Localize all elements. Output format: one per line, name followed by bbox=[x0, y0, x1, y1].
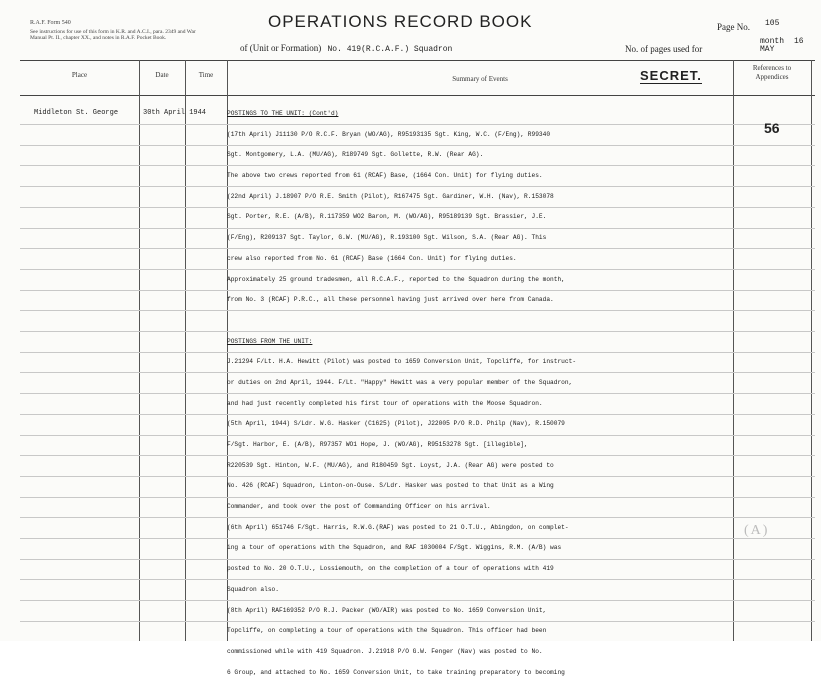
column-divider bbox=[733, 60, 734, 641]
pages-used-label: No. of pages used for bbox=[625, 44, 703, 54]
summary-line: crew also reported from No. 61 (RCAF) Base (1664 Con. Unit) for flying duties. bbox=[227, 254, 517, 262]
summary-line: or duties on 2nd April, 1944. F/Lt. "Happy" Hewitt was a very popular member of the Squadron, bbox=[227, 378, 573, 386]
appendix-reference: 56 bbox=[764, 120, 780, 136]
summary-line: from No. 3 (RCAF) P.R.C., all these personnel having just arrived over here from Canada. bbox=[227, 296, 554, 304]
column-header-place: Place bbox=[71, 71, 88, 79]
summary-line: (6th April) 651746 F/Sgt. Harris, R.W.G.(RAF) was posted to 21 O.T.U., Abingdon, on complet- bbox=[227, 523, 569, 531]
summary-line: and had just recently completed his first tour of operations with the Moose Squadron. bbox=[227, 399, 543, 407]
unit-value: No. 419(R.C.A.F.) Squadron bbox=[327, 45, 453, 54]
summary-line bbox=[227, 311, 732, 332]
page-number-label: Page No. bbox=[717, 22, 750, 32]
summary-line: Squadron also. bbox=[227, 585, 279, 593]
column-header-summary: Summary of Events bbox=[452, 75, 508, 83]
summary-line: Topcliffe, on completing a tour of operations with the Squadron. This officer had been bbox=[227, 627, 547, 635]
summary-line: R220539 Sgt. Hinton, W.F. (MU/AG), and R180459 Sgt. Loyst, J.A. (Rear AG) were posted to bbox=[227, 461, 554, 469]
secret-stamp: SECRET. bbox=[640, 68, 702, 83]
column-divider bbox=[811, 60, 812, 641]
summary-line: F/Sgt. Harbor, E. (A/B), R97357 WO1 Hope, J. (WO/AG), R95153278 Sgt. [illegible], bbox=[227, 441, 528, 448]
pencil-mark: (A) bbox=[744, 523, 770, 538]
summary-line: 6 Group, and attached to No. 1659 Conversion Unit, to take training preparatory to becoming bbox=[227, 668, 565, 676]
summary-line: J.21294 F/Lt. H.A. Hewitt (Pilot) was posted to 1659 Conversion Unit, Topcliffe, for instruct- bbox=[227, 358, 577, 366]
pages-used-value bbox=[760, 37, 804, 54]
page-title: OPERATIONS RECORD BOOK bbox=[268, 12, 533, 31]
summary-line: (F/Eng), R209137 Sgt. Taylor, G.W. (MU/AG), R.193100 Sgt. Wilson, S.A. (Rear AG). This bbox=[227, 234, 547, 242]
summary-line: The above two crews reported from 61 (RCAF) Base, (1664 Con. Unit) for flying duties. bbox=[227, 172, 543, 180]
date-value: 30th April 1944 bbox=[143, 109, 207, 117]
form-number: R.A.F. Form 540 bbox=[30, 20, 71, 26]
summary-line: Approximately 25 ground tradesmen, all R.C.A.F., reported to the Squadron during the month, bbox=[227, 275, 565, 283]
summary-line: posted to No. 20 O.T.U., Lossiemouth, on the completion of a tour of operations with 419 bbox=[227, 565, 554, 573]
pages-month-word: month bbox=[760, 37, 785, 46]
summary-line: Sgt. Porter, R.E. (A/B), R.117359 WO2 Baron, M. (WO/AG), R95189139 Sgt. Brassier, J.E. bbox=[227, 213, 547, 221]
page-number-value: 105 bbox=[765, 19, 780, 28]
summary-line: (5th April, 1944) S/Ldr. W.G. Hasker (C1625) (Pilot), J22005 P/O R.D. Philp (Nav), R.150079 bbox=[227, 420, 565, 428]
unit-field bbox=[240, 43, 452, 54]
summary-line: No. 426 (RCAF) Squadron, Linton-on-Ouse. S/Ldr. Hasker was posted to that Unit as a Wing bbox=[227, 482, 554, 490]
page-number-field bbox=[717, 19, 780, 32]
column-header-references: References to Appendices bbox=[752, 64, 792, 81]
summary-line: POSTINGS TO THE UNIT: (Cont'd) bbox=[227, 110, 339, 117]
pages-month: MAY bbox=[760, 45, 775, 54]
column-header-time: Time bbox=[198, 71, 214, 79]
column-header-date: Date bbox=[155, 71, 169, 79]
summary-line: Sgt. Montgomery, L.A. (MU/AG), R189749 Sgt. Gollette, R.W. (Rear AG). bbox=[227, 151, 484, 159]
summary-line: commissioned while with 419 Squadron. J.21918 P/O G.W. Fenger (Nav) was posted to No. bbox=[227, 647, 543, 655]
summary-line: POSTINGS FROM THE UNIT: bbox=[227, 337, 313, 345]
summary-line: (8th April) RAF169352 P/O R.J. Packer (WO/AIR) was posted to No. 1659 Conversion Unit, bbox=[227, 606, 547, 614]
unit-label: of (Unit or Formation) bbox=[240, 43, 322, 53]
summary-line: ing a tour of operations with the Squadron, and RAF 1030004 F/Sgt. Wiggins, R.M. (A/B) was bbox=[227, 544, 562, 552]
column-divider bbox=[139, 60, 140, 641]
place-value: Middleton St. George bbox=[34, 109, 119, 117]
pages-count: 16 bbox=[794, 37, 804, 46]
form-note: See instructions for use of this form in K.R. and A.C.I., para. 2349 and War Manual Pt. II., chapter XX., and notes in R.A.F. Pocket Book. bbox=[30, 28, 196, 41]
form-instructions bbox=[30, 20, 210, 42]
summary-of-events bbox=[227, 104, 732, 683]
summary-line: (22nd April) J.18907 P/O R.E. Smith (Pilot), R167475 Sgt. Gardiner, W.H. (Nav), R.153078 bbox=[227, 192, 554, 200]
column-divider bbox=[185, 60, 186, 641]
summary-line: Commander, and took over the post of Commanding Officer on his arrival. bbox=[227, 503, 491, 511]
summary-line: (17th April) J11130 P/O R.C.F. Bryan (WO/AG), R95193135 Sgt. King, W.C. (F/Eng), R99340 bbox=[227, 130, 551, 138]
